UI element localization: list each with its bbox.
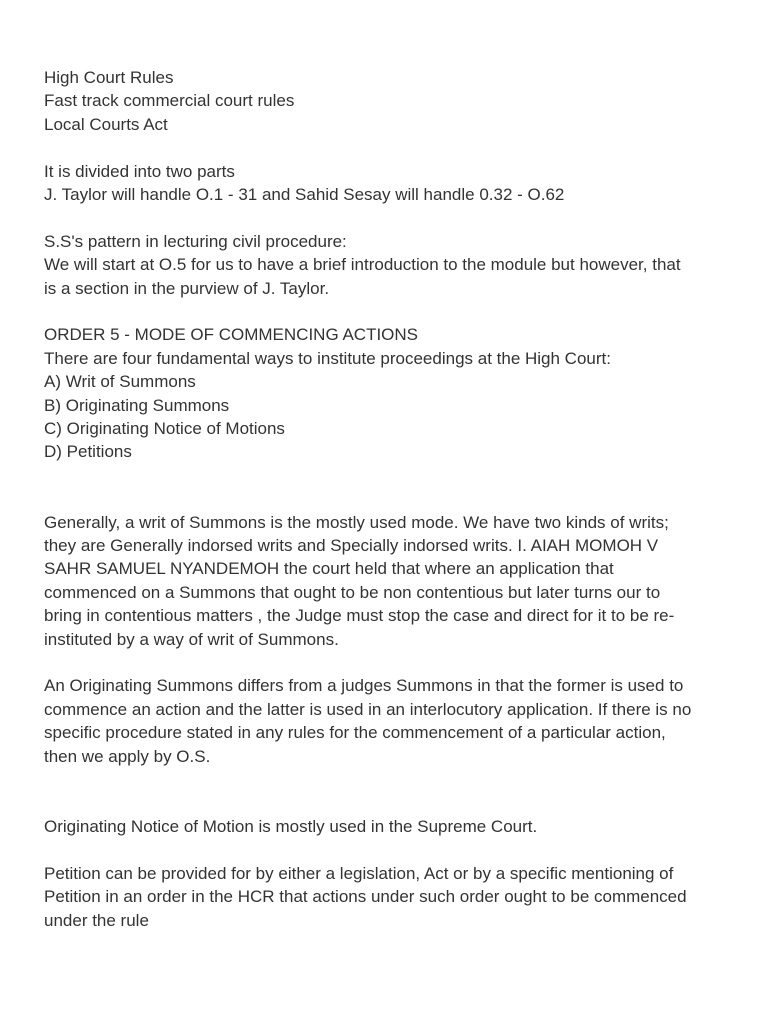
text-line: Originating Notice of Motion is mostly used in the Supreme Court. (44, 816, 538, 836)
text-line: High Court Rules (44, 68, 174, 87)
text-line: under the rule (44, 910, 149, 930)
text-line: SAHR SAMUEL NYANDEMOH the court held that where an application that (44, 559, 614, 579)
text-line: commence an action and the latter is used in an interlocutory application. If there is no (44, 699, 692, 719)
text-line: commenced on a Summons that ought to be non contentious but later turns our to (44, 582, 661, 602)
text-line: It is divided into two parts (44, 161, 235, 181)
text-line: There are four fundamental ways to institute proceedings at the High Court: (44, 348, 611, 368)
writs-paragraph (44, 511, 734, 651)
text-line: Petition can be provided for by either a legislation, Act or by a specific mentioning of (44, 863, 674, 883)
originating-summons-paragraph (44, 674, 734, 768)
list-item: A) Writ of Summons (44, 372, 196, 392)
section-heading: ORDER 5 - MODE OF COMMENCING ACTIONS (44, 325, 419, 345)
text-line: Fast track commercial court rules (44, 91, 295, 111)
list-item: B) Originating Summons (44, 395, 230, 415)
text-line: Local Courts Act (44, 114, 168, 134)
text-line: J. Taylor will handle O.1 - 31 and Sahid Sesay will handle 0.32 - O.62 (44, 185, 565, 205)
pattern-paragraph (44, 230, 734, 300)
text-line: they are Generally indorsed writs and Specially indorsed writs. I. AIAH MOMOH V (44, 536, 659, 556)
order5-paragraph (44, 323, 734, 463)
text-line: is a section in the purview of J. Taylor. (44, 278, 330, 298)
text-line: S.S's pattern in lecturing civil procedure: (44, 231, 347, 251)
note-document (44, 66, 734, 932)
text-line: Generally, a writ of Summons is the mostly used mode. We have two kinds of writs; (44, 512, 669, 532)
text-line: An Originating Summons differs from a judges Summons in that the former is used to (44, 676, 684, 696)
text-line: We will start at O.5 for us to have a brief introduction to the module but however, that (44, 255, 681, 275)
list-item: C) Originating Notice of Motions (44, 419, 285, 439)
notice-of-motion-paragraph (44, 815, 734, 838)
division-paragraph (44, 160, 734, 207)
petition-paragraph (44, 862, 734, 932)
text-line: instituted by a way of writ of Summons. (44, 629, 339, 649)
text-line: then we apply by O.S. (44, 746, 211, 766)
sources-paragraph (44, 66, 734, 136)
text-line: bring in contentious matters , the Judge must stop the case and direct for it to be re- (44, 606, 675, 626)
text-line: specific procedure stated in any rules for the commencement of a particular action, (44, 723, 666, 743)
list-item: D) Petitions (44, 442, 132, 462)
text-line: Petition in an order in the HCR that actions under such order ought to be commenced (44, 887, 687, 907)
